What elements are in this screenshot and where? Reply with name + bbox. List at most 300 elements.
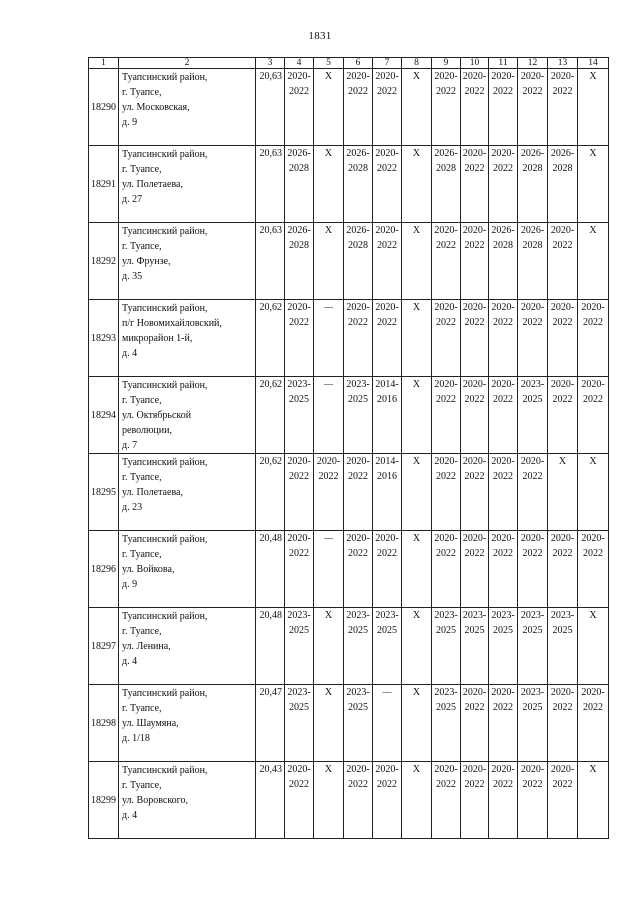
- address-line: Туапсинский район,: [122, 72, 208, 83]
- work-period-cell: [578, 223, 609, 300]
- period-text: 2022: [522, 317, 543, 328]
- period-text: 2028: [552, 163, 573, 174]
- work-period-cell: [432, 69, 461, 146]
- period-text: 2022: [377, 86, 397, 97]
- work-period-cell: [314, 223, 344, 300]
- column-number: 5: [314, 58, 344, 69]
- address-line: д. 1/18: [122, 733, 150, 744]
- period-text: 2025: [522, 625, 543, 636]
- table-row: [89, 454, 609, 531]
- period-text: Х: [589, 456, 597, 467]
- work-period-cell: [285, 377, 314, 454]
- period-text: 2020-: [520, 533, 545, 544]
- period-text: 2022: [289, 471, 309, 482]
- area-cell: 20,63: [256, 223, 285, 300]
- address-line: ул. Ленина,: [122, 641, 171, 652]
- period-text: 2020-: [520, 764, 545, 775]
- work-period-cell: [489, 300, 518, 377]
- work-period-cell: [518, 146, 548, 223]
- period-text: 2022: [552, 240, 573, 251]
- period-text: 2020-: [550, 764, 575, 775]
- period-text: 2020-: [287, 71, 311, 82]
- period-text: 2020-: [434, 379, 458, 390]
- period-text: 2025: [289, 702, 309, 713]
- work-period-cell: [285, 531, 314, 608]
- address-line: д. 27: [122, 194, 143, 205]
- address-line: ул. Октябрьской: [122, 410, 192, 421]
- period-text: 2026-: [346, 148, 370, 159]
- work-period-cell: [402, 531, 432, 608]
- period-text: 2026-: [434, 148, 458, 159]
- period-text: 2020-: [581, 302, 605, 313]
- period-text: 2022: [436, 317, 456, 328]
- row-number: 18298: [89, 685, 119, 762]
- work-period-cell: [518, 69, 548, 146]
- period-text: 2022: [464, 548, 485, 559]
- work-period-cell: [344, 608, 373, 685]
- period-text: 2023-: [346, 610, 370, 621]
- address-cell: [119, 146, 256, 223]
- period-text: 2022: [552, 86, 573, 97]
- work-period-cell: [548, 454, 578, 531]
- address-line: д. 7: [122, 440, 138, 451]
- period-text: 2028: [289, 163, 309, 174]
- work-period-cell: [344, 685, 373, 762]
- period-text: 2020-: [491, 456, 515, 467]
- address-cell: [119, 223, 256, 300]
- column-number: 10: [461, 58, 489, 69]
- period-text: Х: [324, 764, 333, 775]
- period-text: 2022: [493, 471, 513, 482]
- work-period-cell: [548, 300, 578, 377]
- period-text: 2020-: [462, 302, 487, 313]
- period-text: 2020-: [316, 456, 341, 467]
- period-text: 2020-: [462, 71, 487, 82]
- address-line: д. 4: [122, 810, 138, 821]
- table-row: [89, 608, 609, 685]
- work-period-cell: [548, 608, 578, 685]
- address-line: г. Туапсе,: [122, 164, 162, 175]
- work-period-cell: [489, 146, 518, 223]
- work-period-cell: [518, 454, 548, 531]
- work-period-cell: [432, 762, 461, 839]
- period-text: —: [324, 379, 333, 389]
- work-period-cell: [578, 300, 609, 377]
- period-text: 2020-: [346, 456, 370, 467]
- column-number: 1: [89, 58, 119, 69]
- work-period-cell: [461, 146, 489, 223]
- table-row: [89, 69, 609, 146]
- row-number: 18296: [89, 531, 119, 608]
- period-text: 2022: [436, 86, 456, 97]
- period-text: 2025: [289, 394, 309, 405]
- work-period-cell: [548, 531, 578, 608]
- period-text: 2023-: [520, 687, 545, 698]
- work-period-cell: [344, 223, 373, 300]
- work-period-cell: [461, 69, 489, 146]
- address-line: г. Туапсе,: [122, 472, 162, 483]
- period-text: 2020-: [491, 302, 515, 313]
- area-cell: 20,62: [256, 454, 285, 531]
- period-text: 2020-: [462, 148, 487, 159]
- table-row: [89, 223, 609, 300]
- work-period-cell: [314, 69, 344, 146]
- column-number: 2: [119, 58, 256, 69]
- work-period-cell: [432, 146, 461, 223]
- work-period-cell: [461, 300, 489, 377]
- work-period-cell: [402, 146, 432, 223]
- period-text: 2014-: [375, 456, 399, 467]
- period-text: 2020-: [375, 764, 399, 775]
- address-line: революции,: [122, 425, 172, 436]
- period-text: 2020-: [375, 148, 399, 159]
- period-text: Х: [324, 610, 333, 621]
- work-period-cell: [373, 377, 402, 454]
- period-text: 2026-: [520, 148, 545, 159]
- period-text: 2028: [522, 240, 543, 251]
- period-text: Х: [324, 71, 333, 82]
- address-line: г. Туапсе,: [122, 241, 162, 252]
- row-number: 18292: [89, 223, 119, 300]
- address-line: Туапсинский район,: [122, 303, 208, 314]
- address-line: ул. Полетаева,: [122, 487, 183, 498]
- period-text: 2022: [436, 471, 456, 482]
- period-text: 2025: [348, 702, 368, 713]
- period-text: 2020-: [287, 764, 311, 775]
- period-text: 2023-: [287, 610, 311, 621]
- work-period-cell: [461, 223, 489, 300]
- column-number: 8: [402, 58, 432, 69]
- period-text: 2020-: [550, 225, 575, 236]
- period-text: Х: [558, 456, 567, 467]
- column-number: 7: [373, 58, 402, 69]
- address-line: ул. Фрунзе,: [122, 256, 171, 267]
- period-text: 2022: [522, 779, 543, 790]
- period-text: 2020-: [375, 533, 399, 544]
- period-text: 2020-: [581, 379, 605, 390]
- work-period-cell: [578, 762, 609, 839]
- period-text: 2020-: [287, 302, 311, 313]
- period-text: 2022: [377, 240, 397, 251]
- address-line: д. 4: [122, 348, 138, 359]
- work-period-cell: [314, 300, 344, 377]
- period-text: 2023-: [520, 610, 545, 621]
- period-text: 2020-: [491, 71, 515, 82]
- work-period-cell: [285, 454, 314, 531]
- period-text: 2020-: [491, 379, 515, 390]
- work-period-cell: [373, 223, 402, 300]
- period-text: 2025: [552, 625, 573, 636]
- work-period-cell: [489, 69, 518, 146]
- period-text: 2023-: [287, 379, 311, 390]
- period-text: Х: [412, 687, 421, 698]
- period-text: 2023-: [520, 379, 545, 390]
- period-text: Х: [412, 764, 421, 775]
- work-period-cell: [344, 69, 373, 146]
- address-line: д. 35: [122, 271, 143, 282]
- period-text: 2020-: [375, 302, 399, 313]
- period-text: 2023-: [346, 379, 370, 390]
- period-text: Х: [589, 225, 597, 236]
- period-text: 2020-: [462, 764, 487, 775]
- work-period-cell: [432, 223, 461, 300]
- address-line: ул. Московская,: [122, 102, 190, 113]
- row-number: 18293: [89, 300, 119, 377]
- period-text: 2028: [348, 240, 368, 251]
- period-text: 2022: [464, 471, 485, 482]
- period-text: 2020-: [550, 71, 575, 82]
- work-period-cell: [548, 146, 578, 223]
- period-text: Х: [324, 148, 333, 159]
- work-period-cell: [373, 69, 402, 146]
- period-text: 2022: [318, 471, 339, 482]
- period-text: 2026-: [550, 148, 575, 159]
- period-text: 2022: [348, 548, 368, 559]
- period-text: 2020-: [491, 533, 515, 544]
- work-period-cell: [578, 377, 609, 454]
- address-cell: [119, 531, 256, 608]
- work-period-cell: [518, 608, 548, 685]
- period-text: 2020-: [375, 225, 399, 236]
- period-text: 2022: [552, 779, 573, 790]
- period-text: 2023-: [550, 610, 575, 621]
- address-line: д. 9: [122, 117, 138, 128]
- period-text: 2020-: [462, 225, 487, 236]
- work-period-cell: [402, 300, 432, 377]
- period-text: 2022: [583, 317, 603, 328]
- work-period-cell: [489, 762, 518, 839]
- work-period-cell: [373, 300, 402, 377]
- period-text: 2020-: [346, 71, 370, 82]
- work-period-cell: [402, 69, 432, 146]
- period-text: 2022: [583, 702, 603, 713]
- period-text: 2020-: [434, 302, 458, 313]
- period-text: 2020-: [346, 533, 370, 544]
- work-period-cell: [402, 608, 432, 685]
- period-text: 2023-: [375, 610, 399, 621]
- address-cell: [119, 454, 256, 531]
- period-text: 2025: [348, 625, 368, 636]
- work-period-cell: [578, 69, 609, 146]
- period-text: 2025: [493, 625, 513, 636]
- work-period-cell: [518, 300, 548, 377]
- address-line: Туапсинский район,: [122, 534, 208, 545]
- period-text: 2022: [348, 779, 368, 790]
- table-row: [89, 146, 609, 223]
- work-period-cell: [402, 377, 432, 454]
- work-period-cell: [373, 762, 402, 839]
- work-period-cell: [373, 685, 402, 762]
- period-text: 2020-: [434, 764, 458, 775]
- work-period-cell: [461, 454, 489, 531]
- row-number: 18290: [89, 69, 119, 146]
- period-text: —: [382, 687, 392, 697]
- area-cell: 20,63: [256, 146, 285, 223]
- address-line: Туапсинский район,: [122, 226, 208, 237]
- column-number: 9: [432, 58, 461, 69]
- work-period-cell: [285, 608, 314, 685]
- period-text: 2020-: [462, 533, 487, 544]
- address-cell: [119, 685, 256, 762]
- address-line: г. Туапсе,: [122, 780, 162, 791]
- work-period-cell: [314, 608, 344, 685]
- period-text: 2022: [348, 471, 368, 482]
- work-period-cell: [314, 685, 344, 762]
- area-cell: 20,62: [256, 377, 285, 454]
- work-period-cell: [548, 762, 578, 839]
- period-text: 2020-: [550, 379, 575, 390]
- period-text: Х: [412, 148, 421, 159]
- table-body: [89, 58, 609, 839]
- address-line: Туапсинский район,: [122, 688, 208, 699]
- work-period-cell: [402, 454, 432, 531]
- period-text: 2020-: [462, 687, 487, 698]
- period-text: 2022: [377, 163, 397, 174]
- period-text: 2020-: [434, 225, 458, 236]
- work-period-cell: [344, 300, 373, 377]
- period-text: 2022: [464, 779, 485, 790]
- work-period-cell: [344, 377, 373, 454]
- work-period-cell: [432, 685, 461, 762]
- housing-registry-table: [88, 57, 609, 839]
- table-row: [89, 300, 609, 377]
- work-period-cell: [344, 454, 373, 531]
- period-text: 2022: [493, 702, 513, 713]
- address-line: ул. Шаумяна,: [122, 718, 179, 729]
- period-text: Х: [412, 379, 421, 390]
- period-text: 2022: [522, 548, 543, 559]
- table-row: [89, 685, 609, 762]
- column-number: 3: [256, 58, 285, 69]
- period-text: 2022: [522, 471, 543, 482]
- address-cell: [119, 762, 256, 839]
- row-number: 18297: [89, 608, 119, 685]
- period-text: Х: [412, 456, 421, 467]
- period-text: 2023-: [462, 610, 487, 621]
- work-period-cell: [489, 377, 518, 454]
- period-text: 2022: [436, 240, 456, 251]
- period-text: 2020-: [550, 687, 575, 698]
- period-text: 2020-: [550, 533, 575, 544]
- period-text: Х: [412, 71, 421, 82]
- period-text: 2022: [552, 394, 573, 405]
- period-text: 2020-: [462, 456, 487, 467]
- address-line: Туапсинский район,: [122, 380, 208, 391]
- period-text: Х: [324, 225, 333, 236]
- table-row: [89, 762, 609, 839]
- period-text: 2025: [289, 625, 309, 636]
- period-text: 2016: [377, 471, 397, 482]
- period-text: 2022: [289, 548, 309, 559]
- row-number: 18291: [89, 146, 119, 223]
- work-period-cell: [285, 685, 314, 762]
- work-period-cell: [373, 608, 402, 685]
- work-period-cell: [373, 454, 402, 531]
- period-text: Х: [589, 148, 597, 159]
- period-text: 2022: [552, 317, 573, 328]
- period-text: 2026-: [520, 225, 545, 236]
- period-text: Х: [412, 302, 421, 313]
- period-text: 2014-: [375, 379, 399, 390]
- period-text: 2022: [493, 548, 513, 559]
- work-period-cell: [489, 685, 518, 762]
- period-text: 2022: [583, 548, 603, 559]
- column-number-row: [89, 58, 609, 69]
- work-period-cell: [285, 69, 314, 146]
- period-text: 2020-: [287, 533, 311, 544]
- address-line: микрорайон 1-й,: [122, 333, 193, 344]
- address-line: д. 9: [122, 579, 138, 590]
- period-text: 2022: [583, 394, 603, 405]
- period-text: 2022: [493, 163, 513, 174]
- address-line: д. 23: [122, 502, 143, 513]
- period-text: 2022: [377, 779, 397, 790]
- work-period-cell: [578, 146, 609, 223]
- work-period-cell: [548, 377, 578, 454]
- column-number: 13: [548, 58, 578, 69]
- work-period-cell: [344, 531, 373, 608]
- work-period-cell: [489, 454, 518, 531]
- work-period-cell: [314, 377, 344, 454]
- work-period-cell: [489, 531, 518, 608]
- period-text: 2020-: [550, 302, 575, 313]
- work-period-cell: [518, 531, 548, 608]
- period-text: 2016: [377, 394, 397, 405]
- period-text: 2028: [348, 163, 368, 174]
- address-line: ул. Войкова,: [122, 564, 175, 575]
- period-text: 2022: [436, 394, 456, 405]
- period-text: 2020-: [581, 533, 605, 544]
- work-period-cell: [314, 531, 344, 608]
- period-text: Х: [589, 764, 597, 775]
- address-line: п/г Новомихайловский,: [122, 318, 222, 329]
- period-text: Х: [589, 71, 597, 82]
- work-period-cell: [432, 377, 461, 454]
- column-number: 12: [518, 58, 548, 69]
- work-period-cell: [432, 454, 461, 531]
- period-text: 2022: [493, 394, 513, 405]
- period-text: 2020-: [346, 764, 370, 775]
- period-text: —: [324, 302, 333, 312]
- period-text: 2025: [348, 394, 368, 405]
- work-period-cell: [518, 685, 548, 762]
- area-cell: 20,62: [256, 300, 285, 377]
- table-row: [89, 377, 609, 454]
- column-number: 11: [489, 58, 518, 69]
- row-number: 18299: [89, 762, 119, 839]
- row-number: 18295: [89, 454, 119, 531]
- address-cell: [119, 69, 256, 146]
- work-period-cell: [548, 685, 578, 762]
- period-text: 2026-: [287, 148, 311, 159]
- period-text: 2020-: [434, 533, 458, 544]
- address-line: г. Туапсе,: [122, 549, 162, 560]
- address-line: Туапсинский район,: [122, 457, 208, 468]
- column-number: 4: [285, 58, 314, 69]
- period-text: Х: [412, 225, 421, 236]
- address-line: г. Туапсе,: [122, 395, 162, 406]
- period-text: 2022: [552, 548, 573, 559]
- period-text: 2022: [522, 86, 543, 97]
- period-text: 2028: [289, 240, 309, 251]
- area-cell: 20,48: [256, 608, 285, 685]
- period-text: 2020-: [520, 302, 545, 313]
- work-period-cell: [432, 300, 461, 377]
- period-text: 2022: [464, 702, 485, 713]
- period-text: 2020-: [491, 148, 515, 159]
- work-period-cell: [285, 762, 314, 839]
- work-period-cell: [432, 608, 461, 685]
